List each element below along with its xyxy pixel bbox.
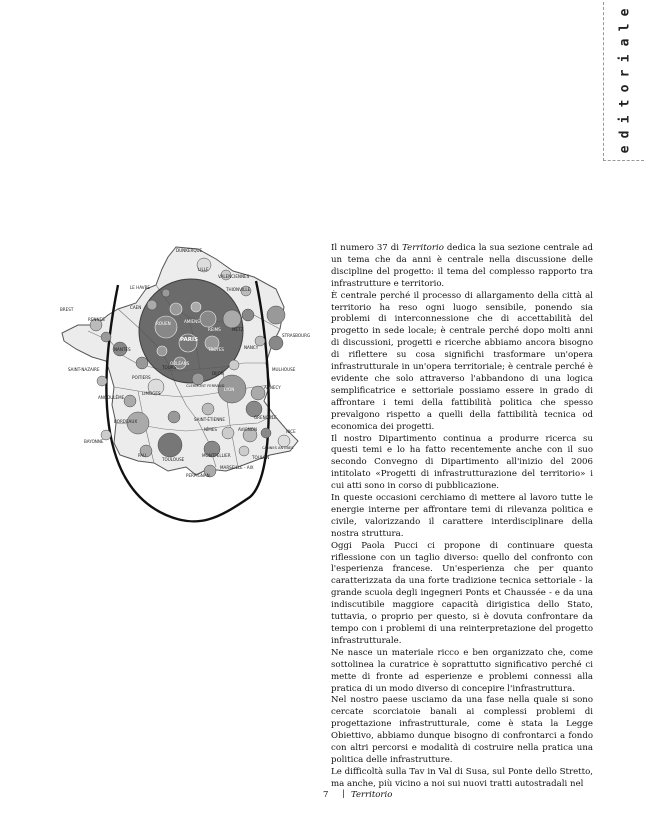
map-label: CLERMONT FERRAND (186, 384, 225, 388)
map-label: BORDEAUX (114, 419, 138, 424)
map-label: TOURS (162, 365, 177, 370)
map-label: LILLE (198, 267, 209, 272)
map-label: CANNES ANTIBES (262, 446, 294, 450)
map-label: SAINT-ÉTIENNE (194, 417, 225, 422)
map-label: ANNECY (264, 385, 281, 390)
map-label: REIMS (208, 327, 221, 332)
map-label: STRASBOURG (282, 333, 311, 338)
map-label: NANCY (244, 345, 259, 350)
map-label: VALENCIENNES (218, 274, 250, 279)
map-label: ROUEN (156, 321, 171, 326)
article-paragraph: Il numero 37 di Territorio dedica la sua sezione centrale ad un tema che da anni è centrale nella discussione delle discipline del progetto: il tema del complesso rapporto tra infrastrutture e territorio. (331, 243, 593, 289)
map-label: LYON (224, 387, 235, 392)
tab-letter: r (617, 69, 633, 78)
tab-letter: a (617, 39, 633, 47)
article-paragraph: In queste occasioni cerchiamo di mettere al lavoro tutte le energie interne per affrontare temi di rilevanza politica e civile, valorizzando il carattere interdisciplinare della nostra struttura. (331, 493, 593, 539)
page-number: 7 (323, 790, 329, 800)
tab-letter: e (617, 145, 633, 154)
section-tab-editoriale (603, 2, 644, 161)
map-label: NANTES (114, 347, 131, 352)
map-label: MONTPELLIER (202, 453, 231, 458)
article-paragraph: Ne nasce un materiale ricco e ben organizzato che, come sottolinea la curatrice è soprattutto significativo perché ci mette di fronte ad esperienze e problemi connessi alla pratica di un modo diverso di concepire l'infrastruttura. (331, 647, 593, 694)
tab-letter: l (617, 23, 633, 32)
map-label: RENNES (88, 317, 105, 322)
article-paragraph: È centrale perché il processo di allargamento della città al territorio ha reso ogni luogo sensibile, ponendo sia problemi di interconnessione che di accettabilità del progetto in sede locale; è centrale perché dopo molti anni di discussioni, progetti e ricerche abbiamo ancora bisogno di riflettere su cosa significhi trasformare un'opera infrastrutturale in un'opera territoriale; è centrale perché è evidente che solo attraverso l'abbandono di una logica semplificatrice e settoriale possiamo essere in grado di affrontare i temi della fattibilità politica che spesso prevalgono rispetto a quelli della fattibilità tecnica od economica dei progetti. (331, 290, 593, 432)
map-label: NÎMES (204, 427, 217, 432)
map-label: METZ (232, 327, 244, 332)
journal-name: Territorio (351, 790, 393, 800)
tab-letter: e (617, 8, 633, 17)
map-label: GRENOBLE (254, 415, 277, 420)
footer-separator: | (342, 789, 345, 799)
tab-letter: o (617, 84, 633, 93)
map-label: ANGOULÊME (98, 395, 125, 400)
article-paragraph: Oggi Paola Pucci ci propone di continuare questa riflessione con un taglio diverso: quello del confronto con l'esperienza francese. Un'esperienza che per quanto caratterizzata da una forte tradizione tecnica settoriale - la grande scuola degli ingegneri Ponts et Chaussée - e da una indiscutibile maggiore capacità dirigistica dello Stato, tuttavia, o proprio per questo, si è dovuta confrontare da tempo con i problemi di una reinterpretazione del progetto infrastrutturale. (331, 540, 593, 646)
map-label: THIONVILLE (226, 287, 251, 292)
tab-letter: t (617, 99, 633, 108)
editorial-article (331, 243, 593, 791)
map-label: NICE (286, 429, 296, 434)
map-label: TOULON (252, 455, 270, 460)
map-label: POITIERS (132, 375, 151, 380)
section-tab-word (610, 6, 640, 156)
map-label: LIMOGES (142, 391, 161, 396)
tab-letter: d (617, 130, 633, 139)
map-label: AMIENS (184, 319, 200, 324)
france-urban-map (58, 245, 313, 575)
map-label: CAEN (130, 305, 142, 310)
map-label: LE HAVRE (130, 285, 151, 290)
map-label: MARSEILLE - AIX (220, 465, 254, 470)
map-label: DIJON (212, 371, 224, 376)
map-label: PAU (138, 453, 147, 458)
map-label: DUNKERQUE (176, 248, 203, 253)
map-label: PERPIGNAN (186, 473, 210, 478)
article-paragraph: Nel nostro paese usciamo da una fase nella quale si sono cercate scorciatoie banali ai complessi problemi di progettazione infrastrutturale, come è stata la Legge Obiettivo, abbiamo dunque bisogno di confrontarci a fondo con altri percorsi e modalità di costruire nella pratica una politica delle infrastrutture. (331, 695, 593, 765)
article-paragraph: Le difficoltà sulla Tav in Val di Susa, sul Ponte dello Stretto, ma anche, più vicino a noi sui nuovi tratti autostradali nel (331, 766, 593, 789)
map-label: PARIS (180, 337, 199, 343)
tab-letter: i (617, 115, 633, 123)
journal-name-inline: Territorio (402, 243, 444, 253)
map-label: SAINT-NAZAIRE (68, 367, 100, 372)
article-paragraph: Il nostro Dipartimento continua a produrre ricerca su questi temi e lo ha fatto recentemente anche con il suo secondo Convegno di Dipartimento all'inizio del 2006 intitolato «Progetti di infrastrutturazione del territorio» i cui atti sono in corso di pubblicazione. (331, 433, 593, 492)
map-label: TOULOUSE (162, 457, 185, 462)
map-label: BREST (60, 307, 74, 312)
map-label: ORLÉANS (170, 361, 190, 366)
tab-letter: i (617, 54, 633, 63)
map-label: AVIGNON (238, 427, 258, 432)
map-label: TROYES (208, 347, 225, 352)
map-label: MULHOUSE (272, 367, 296, 372)
map-label: BAYONNE (84, 439, 104, 444)
